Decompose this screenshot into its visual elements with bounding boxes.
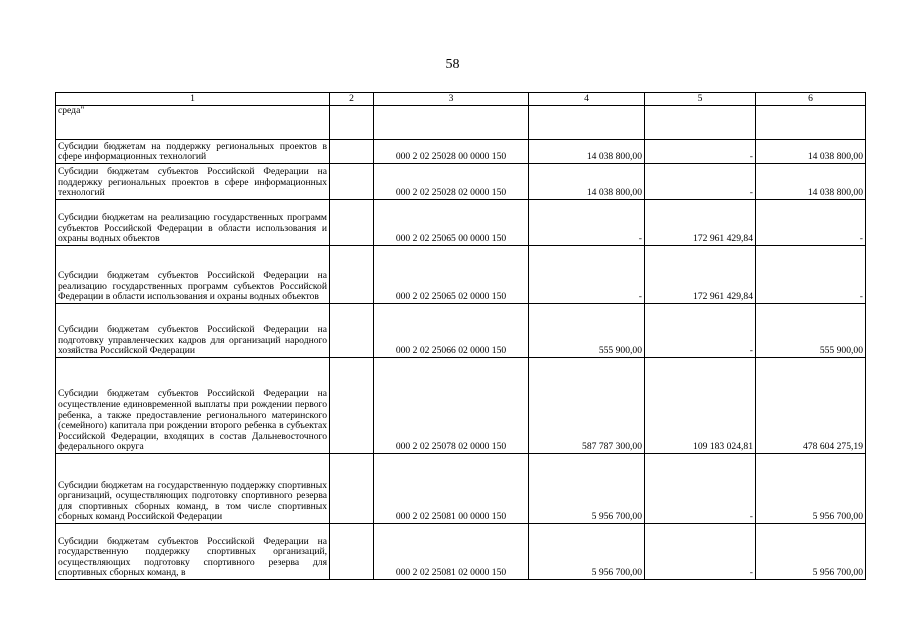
budget-table	[55, 92, 866, 580]
row-col2	[330, 106, 374, 140]
row-code: 000 2 02 25081 00 0000 150	[374, 454, 529, 524]
row-col2	[330, 140, 374, 164]
header-row	[56, 93, 866, 106]
row-code: 000 2 02 25065 00 0000 150	[374, 200, 529, 246]
row-name: среда"	[56, 106, 330, 140]
row-name: Субсидии бюджетам субъектов Российской Федерации на реализацию государственных программ субъектов Российской Федерации в области использования и охраны водных объектов	[56, 246, 330, 304]
row-value-5: 109 183 024,81	[645, 358, 756, 454]
row-name: Субсидии бюджетам субъектов Российской Федерации на поддержку региональных проектов в сфере информационных технологий	[56, 164, 330, 200]
row-value-6	[756, 106, 866, 140]
row-value-4: 5 956 700,00	[529, 524, 645, 580]
table-row	[56, 140, 866, 164]
row-value-6: -	[756, 246, 866, 304]
header-cell-4: 4	[529, 93, 645, 106]
row-name: Субсидии бюджетам субъектов Российской Федерации на подготовку управленческих кадров для организаций народного хозяйства Российской Федерации	[56, 304, 330, 358]
header-cell-5: 5	[645, 93, 756, 106]
table-row	[56, 106, 866, 140]
row-col2	[330, 524, 374, 580]
row-value-4	[529, 106, 645, 140]
row-value-6: -	[756, 200, 866, 246]
row-code: 000 2 02 25078 02 0000 150	[374, 358, 529, 454]
table-row	[56, 304, 866, 358]
row-code	[374, 106, 529, 140]
table-row	[56, 200, 866, 246]
row-value-5: 172 961 429,84	[645, 246, 756, 304]
row-value-5: -	[645, 164, 756, 200]
row-code: 000 2 02 25066 02 0000 150	[374, 304, 529, 358]
row-col2	[330, 164, 374, 200]
table-row	[56, 454, 866, 524]
row-value-6: 14 038 800,00	[756, 164, 866, 200]
row-value-4: -	[529, 246, 645, 304]
row-code: 000 2 02 25028 00 0000 150	[374, 140, 529, 164]
row-name: Субсидии бюджетам на поддержку региональных проектов в сфере информационных технологий	[56, 140, 330, 164]
row-value-6: 5 956 700,00	[756, 524, 866, 580]
row-col2	[330, 304, 374, 358]
row-value-5	[645, 106, 756, 140]
row-col2	[330, 358, 374, 454]
row-value-5: -	[645, 524, 756, 580]
row-col2	[330, 246, 374, 304]
row-value-5: -	[645, 454, 756, 524]
row-name: Субсидии бюджетам субъектов Российской Федерации на осуществление единовременной выплаты при рождении первого ребенка, а также предоставление регионального материнского (семейного) капитала при рождении второго ребенка в субъектах Российской Федерации, входящих в состав Дальневосточного федерального округа	[56, 358, 330, 454]
table-row	[56, 358, 866, 454]
row-value-4: 555 900,00	[529, 304, 645, 358]
page-number: 58	[445, 57, 460, 72]
header-cell-1: 1	[56, 93, 330, 106]
header-cell-3: 3	[374, 93, 529, 106]
row-value-5: 172 961 429,84	[645, 200, 756, 246]
row-value-4: 14 038 800,00	[529, 140, 645, 164]
row-value-4: -	[529, 200, 645, 246]
row-code: 000 2 02 25081 02 0000 150	[374, 524, 529, 580]
row-value-4: 5 956 700,00	[529, 454, 645, 524]
table-row	[56, 164, 866, 200]
row-code: 000 2 02 25028 02 0000 150	[374, 164, 529, 200]
table-row	[56, 246, 866, 304]
row-value-6: 478 604 275,19	[756, 358, 866, 454]
row-value-4: 587 787 300,00	[529, 358, 645, 454]
row-col2	[330, 200, 374, 246]
header-cell-6: 6	[756, 93, 866, 106]
header-cell-2: 2	[330, 93, 374, 106]
row-value-5: -	[645, 140, 756, 164]
row-name: Субсидии бюджетам на реализацию государственных программ субъектов Российской Федерации в области использования и охраны водных объектов	[56, 200, 330, 246]
row-value-5: -	[645, 304, 756, 358]
row-col2	[330, 454, 374, 524]
table-row	[56, 524, 866, 580]
row-code: 000 2 02 25065 02 0000 150	[374, 246, 529, 304]
row-value-4: 14 038 800,00	[529, 164, 645, 200]
row-name: Субсидии бюджетам на государственную поддержку спортивных организаций, осуществляющих подготовку спортивного резерва для спортивных сборных команд, в том числе спортивных сборных команд Российской Федерации	[56, 454, 330, 524]
row-value-6: 555 900,00	[756, 304, 866, 358]
row-name: Субсидии бюджетам субъектов Российской Федерации на государственную поддержку спортивных организаций, осуществляющих подготовку спортивного резерва для спортивных сборных команд, в	[56, 524, 330, 580]
row-value-6: 5 956 700,00	[756, 454, 866, 524]
row-value-6: 14 038 800,00	[756, 140, 866, 164]
